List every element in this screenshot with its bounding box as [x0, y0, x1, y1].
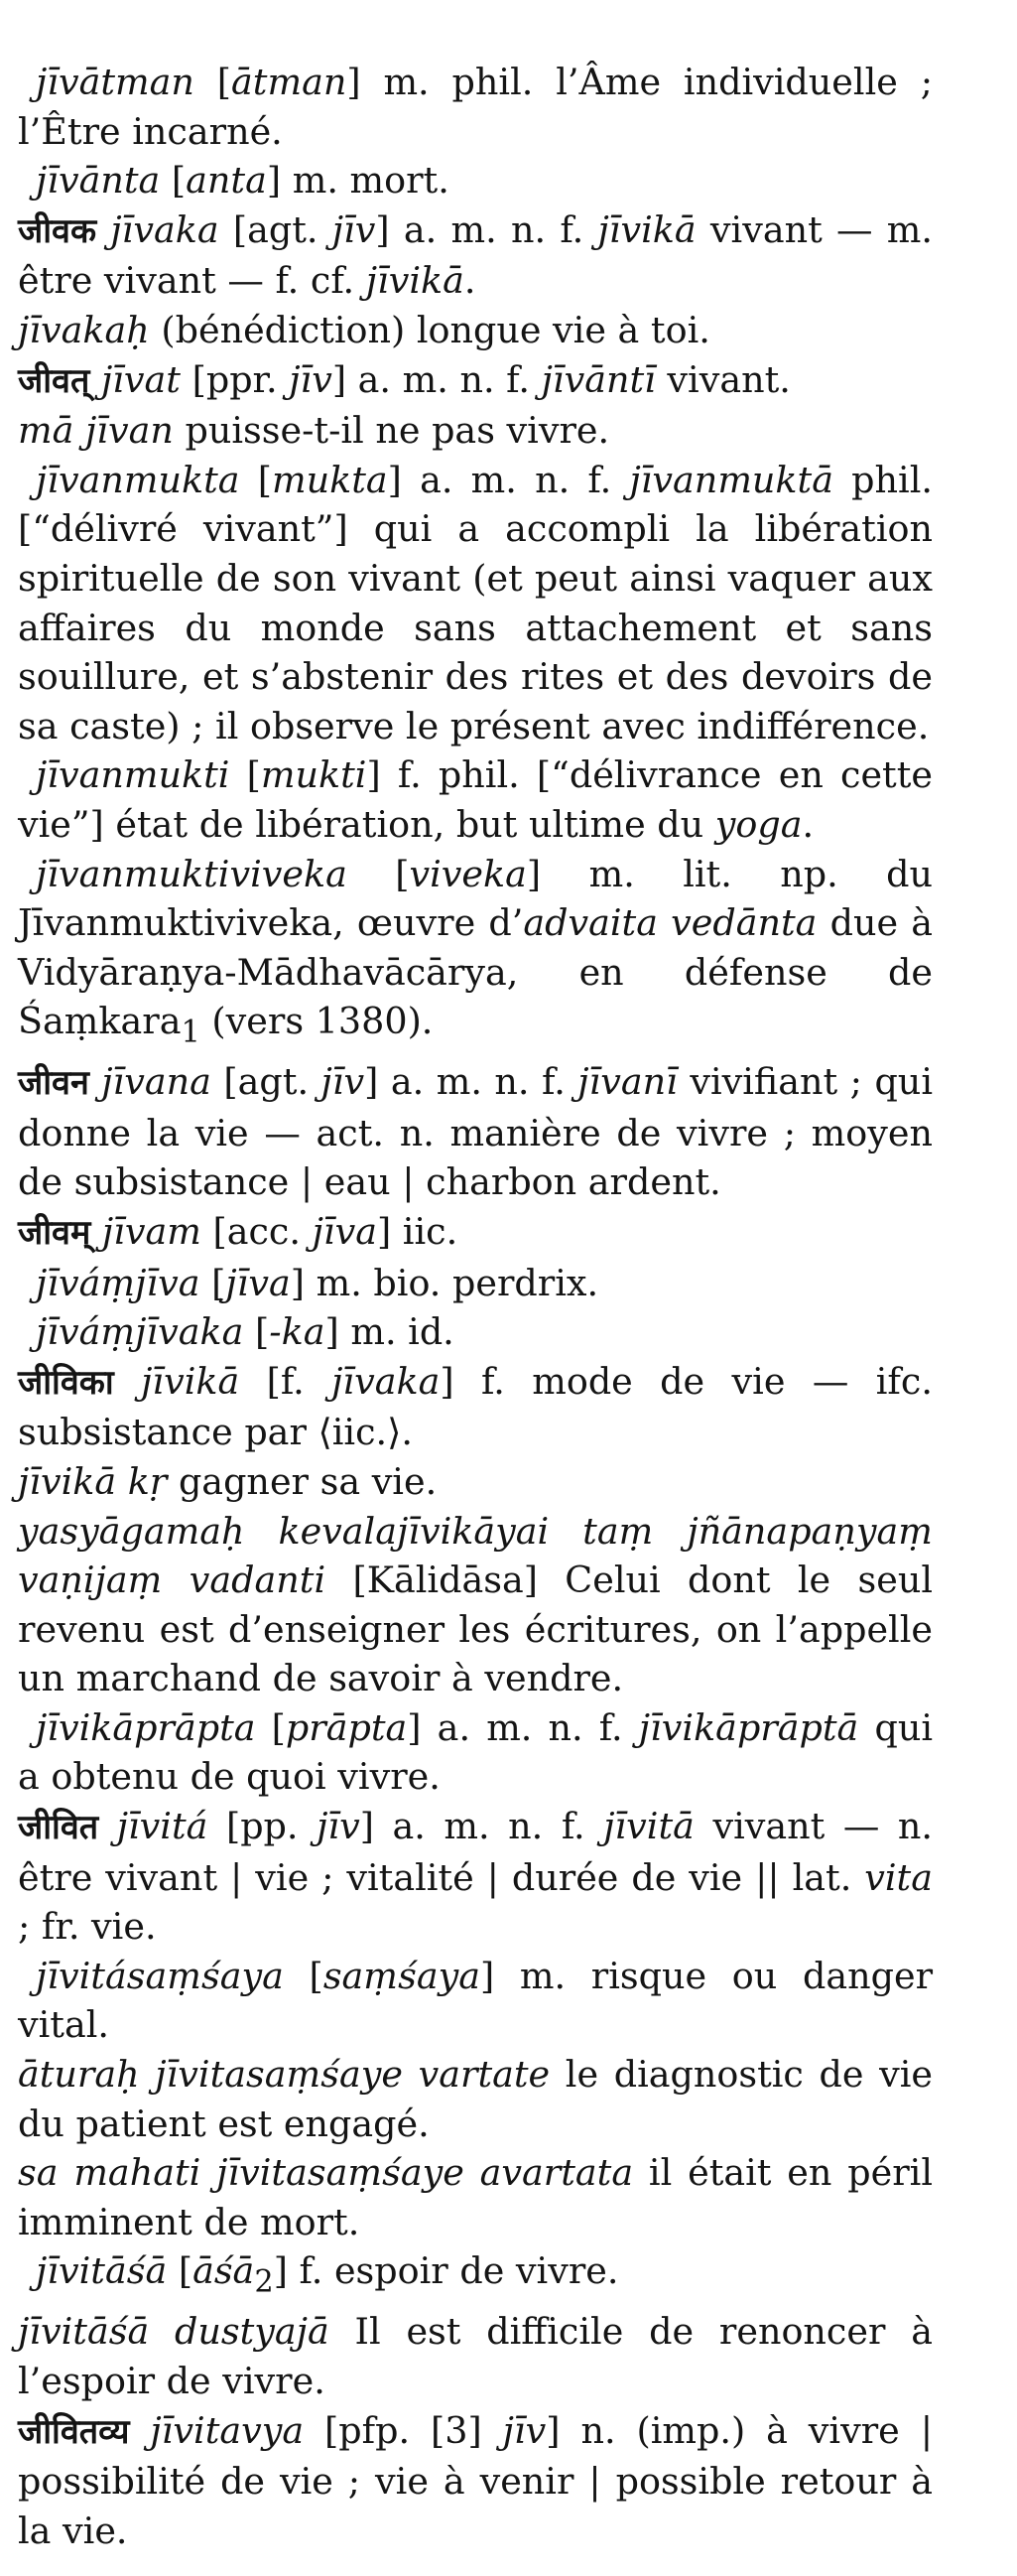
- entry-text: due à Vidyāraṇya-Mādhavācārya, en défense de Śaṃkara: [18, 901, 933, 1043]
- italic-term: jīva: [312, 1209, 377, 1253]
- entry-text: ] a. m. n. f.: [364, 1060, 578, 1104]
- italic-term: jīvanmukta: [36, 458, 240, 501]
- italic-term: jīv: [331, 207, 376, 251]
- italic-term: jīvitavya: [150, 2408, 305, 2452]
- entry-text: [acc.: [200, 1209, 313, 1253]
- italic-term: viveka: [409, 852, 527, 895]
- italic-term: jīvikā: [597, 207, 697, 251]
- entry-text: ] a. m. n. f.: [359, 1805, 604, 1848]
- entry-text: ] a. m. n. f.: [375, 207, 598, 251]
- italic-term: jīvakaḥ: [18, 308, 150, 351]
- italic-term: jīv: [502, 2408, 547, 2452]
- devanagari-headword: जीविका: [18, 1362, 114, 1403]
- entry-yasyagamah-ex: [18, 1507, 933, 1703]
- italic-term: jīvaka: [110, 207, 219, 251]
- entry-text: ] n. (imp.) à vivre | possibilité de vie ; vie à venir | possible retour à la vie.: [18, 2408, 933, 2552]
- italic-term: jīvātman: [36, 61, 194, 103]
- entry-text: vivant.: [655, 357, 791, 401]
- italic-term: jīva: [225, 1261, 291, 1304]
- entry-jivakah-ex: [18, 306, 933, 355]
- entry-text: ] iic.: [376, 1209, 458, 1253]
- italic-term: jīvanmuktā: [629, 458, 833, 501]
- entry-text: ] f. mode de vie — ifc. subsistance par ⟨iic.⟩.: [18, 1359, 933, 1454]
- entry-jivaka: [18, 205, 933, 306]
- entry-text: ] f. espoir de vivre.: [273, 2249, 619, 2293]
- italic-term: advaita vedānta: [523, 901, 818, 945]
- entry-jivamjiva: [18, 1259, 933, 1308]
- entry-text: [114, 1360, 141, 1403]
- entry-text: [f.: [239, 1359, 332, 1403]
- entry-jivika: [18, 1357, 933, 1457]
- entry-text: [: [160, 159, 187, 203]
- devanagari-headword: जीवक: [18, 210, 97, 251]
- entry-text: vivifiant ; qui donne la vie — act. n. manière de vivre ; moyen de subsistance | eau | charbon ardent.: [18, 1060, 933, 1204]
- entry-text: ] a. m. n. f.: [387, 458, 630, 501]
- entry-text: [Kālidāsa] Celui dont le seul revenu est d’enseigner les écritures, on l’appelle un marchand de savoir à vendre.: [18, 1559, 934, 1700]
- entry-aturah-ex: [18, 2050, 933, 2148]
- entry-jivat: [18, 355, 933, 407]
- entry-text: (vers 1380).: [199, 1000, 434, 1043]
- entry-text: vivant — m. être vivant — f. cf.: [18, 207, 934, 303]
- entry-jivanta: [18, 156, 933, 205]
- italic-term: sa mahati jīvitasaṃśaye avartata: [18, 2151, 634, 2195]
- entry-text: [: [167, 2249, 193, 2293]
- entry-text: .: [802, 802, 815, 846]
- italic-term: mā jīvan: [18, 409, 174, 453]
- entry-text: [: [283, 1954, 323, 1997]
- italic-term: jīvitā: [603, 1805, 695, 1848]
- entry-text: ; fr. vie.: [18, 1905, 157, 1949]
- entry-text: [: [229, 753, 261, 797]
- entry-jivamjivaka: [18, 1307, 933, 1357]
- italic-term: jīváṃjīvaka: [36, 1310, 244, 1354]
- italic-term: anta: [186, 159, 267, 203]
- entry-text: [agt.: [218, 207, 332, 251]
- italic-term: mukta: [272, 458, 388, 501]
- italic-term: jīv: [320, 1060, 365, 1104]
- entry-text: gagner sa vie.: [167, 1459, 438, 1503]
- italic-term: jīvaka: [331, 1359, 441, 1403]
- italic-term: yasyāgamaḥ kevalajīvikāyai taṃ jñānapaṇyaṃ vaṇijaṃ vadanti: [18, 1509, 933, 1602]
- entry-text: [89, 358, 101, 401]
- italic-term: āturaḥ jīvitasaṃśaye vartate: [18, 2053, 551, 2097]
- italic-term: vita: [864, 1855, 933, 1899]
- subscript-index: 2: [254, 2264, 274, 2300]
- italic-term: jīv: [289, 357, 332, 401]
- entry-jivitasa: [18, 2246, 933, 2307]
- entry-jivika-kr-ex: [18, 1457, 933, 1507]
- entry-text: ] m. bio. perdrix.: [290, 1261, 599, 1304]
- entry-text: ] m. phil. l’Âme individuelle ; l’Être incarné.: [18, 61, 933, 153]
- italic-term: jīvikā: [365, 259, 464, 303]
- entry-jivita: [18, 1802, 933, 1952]
- entry-text: [: [199, 1261, 226, 1304]
- italic-term: jīvam: [101, 1209, 201, 1253]
- entry-jivitasamsaya: [18, 1952, 933, 2050]
- italic-term: jīvanī: [577, 1060, 678, 1104]
- italic-term: jīvikāprāptā: [638, 1705, 859, 1749]
- entry-text: [96, 208, 110, 251]
- italic-term: jīvanmuktiviveka: [36, 852, 347, 895]
- italic-term: saṃśaya: [322, 1954, 480, 1997]
- entry-text: .: [463, 259, 476, 303]
- entry-text: (bénédiction) longue vie à toi.: [149, 308, 710, 351]
- entry-text: ] m. id.: [324, 1310, 454, 1354]
- entry-text: il était en péril imminent de mort.: [18, 2151, 933, 2243]
- entry-text: [: [346, 852, 410, 895]
- italic-term: jīvana: [101, 1060, 211, 1104]
- entry-text: [: [255, 1705, 286, 1749]
- italic-term: jīvitāśā dustyajā: [18, 2310, 329, 2354]
- devanagari-headword: जीवन: [18, 1063, 89, 1104]
- entry-jivanmukti: [18, 750, 933, 849]
- italic-term: yoga: [714, 802, 803, 846]
- entry-text: ] f. phil. [“délivrance en cette vie”] état de libération, but ultime du: [18, 753, 933, 846]
- italic-term: -ka: [269, 1310, 325, 1354]
- entry-text: [pp.: [207, 1805, 318, 1848]
- italic-term: jīvikāprāpta: [36, 1705, 256, 1749]
- devanagari-headword: जीवम्: [18, 1212, 91, 1253]
- italic-term: jīvāntī: [541, 357, 656, 401]
- italic-term: mukti: [260, 753, 367, 797]
- italic-term: jīvānta: [36, 159, 161, 203]
- entry-jivitasa-ex: [18, 2307, 933, 2405]
- entry-jivam: [18, 1207, 933, 1259]
- entry-text: [: [239, 458, 272, 501]
- entry-jivanmuktiviveka: [18, 850, 933, 1058]
- entry-text: puisse-t-il ne pas vivre.: [173, 409, 610, 453]
- italic-term: prāpta: [285, 1705, 408, 1749]
- entry-text: [89, 1060, 101, 1103]
- entry-text: Il est difficile de renoncer à l’espoir de vivre.: [18, 2310, 933, 2402]
- italic-term: jīv: [317, 1805, 360, 1848]
- entry-jivatman: [18, 58, 933, 156]
- italic-term: jīvanmukti: [36, 753, 230, 797]
- italic-term: jīvitá: [116, 1805, 208, 1848]
- devanagari-headword: जीवित: [18, 1808, 99, 1848]
- entry-text: [: [243, 1310, 270, 1354]
- entry-jivanmukta: [18, 456, 933, 751]
- entry-text: ] a. m. n. f.: [407, 1705, 639, 1749]
- entry-text: [ppr.: [180, 357, 290, 401]
- italic-term: jīvat: [100, 357, 181, 401]
- devanagari-headword: जीवत्: [18, 360, 90, 401]
- entry-text: le diagnostic de vie du patient est engagé.: [18, 2053, 933, 2145]
- italic-term: jīvikā kṛ: [18, 1459, 168, 1503]
- italic-term: jīvitāśā: [36, 2249, 168, 2293]
- italic-term: jīvikā: [141, 1359, 240, 1403]
- entry-text: phil. [“délivré vivant”] qui a accompli la libération spirituelle de son vivant (et peut ainsi vaquer aux affaires du monde sans attachement et sans souillure, et s’abstenir des rites et des devoirs de sa caste) ; il observe le présent avec indifférence.: [18, 458, 934, 747]
- entry-text: ] m. risque ou danger vital.: [18, 1954, 934, 2047]
- entry-text: [90, 1210, 102, 1253]
- italic-term: āśā: [192, 2249, 255, 2293]
- devanagari-headword: जीवितव्य: [18, 2411, 130, 2452]
- entry-text: ] m. mort.: [266, 159, 449, 203]
- entry-text: vivant — n. être vivant | vie ; vitalité | durée de vie || lat.: [18, 1805, 934, 1899]
- entry-text: [pfp. [3]: [304, 2408, 503, 2452]
- entry-text: [: [193, 61, 232, 103]
- italic-term: jīváṃjīva: [36, 1261, 200, 1304]
- entry-ma-jivan-ex: [18, 406, 933, 456]
- italic-term: ātman: [231, 61, 347, 103]
- entry-text: [98, 1805, 117, 1847]
- italic-term: jīvitásaṃśaya: [36, 1954, 284, 1997]
- entry-sa-mahati-ex: [18, 2148, 933, 2246]
- entry-text: qui a obtenu de quoi vivre.: [18, 1705, 934, 1799]
- entry-jivana: [18, 1057, 933, 1207]
- entry-text: ] a. m. n. f.: [331, 357, 542, 401]
- entry-jivitavya: [18, 2406, 933, 2556]
- entry-jivikaprapta: [18, 1703, 933, 1802]
- subscript-index: 1: [181, 1015, 200, 1050]
- entry-text: [129, 2409, 150, 2452]
- entry-text: [agt.: [210, 1060, 321, 1104]
- entry-text: ] m. lit. np. du Jīvanmuktiviveka, œuvre d’: [18, 852, 933, 945]
